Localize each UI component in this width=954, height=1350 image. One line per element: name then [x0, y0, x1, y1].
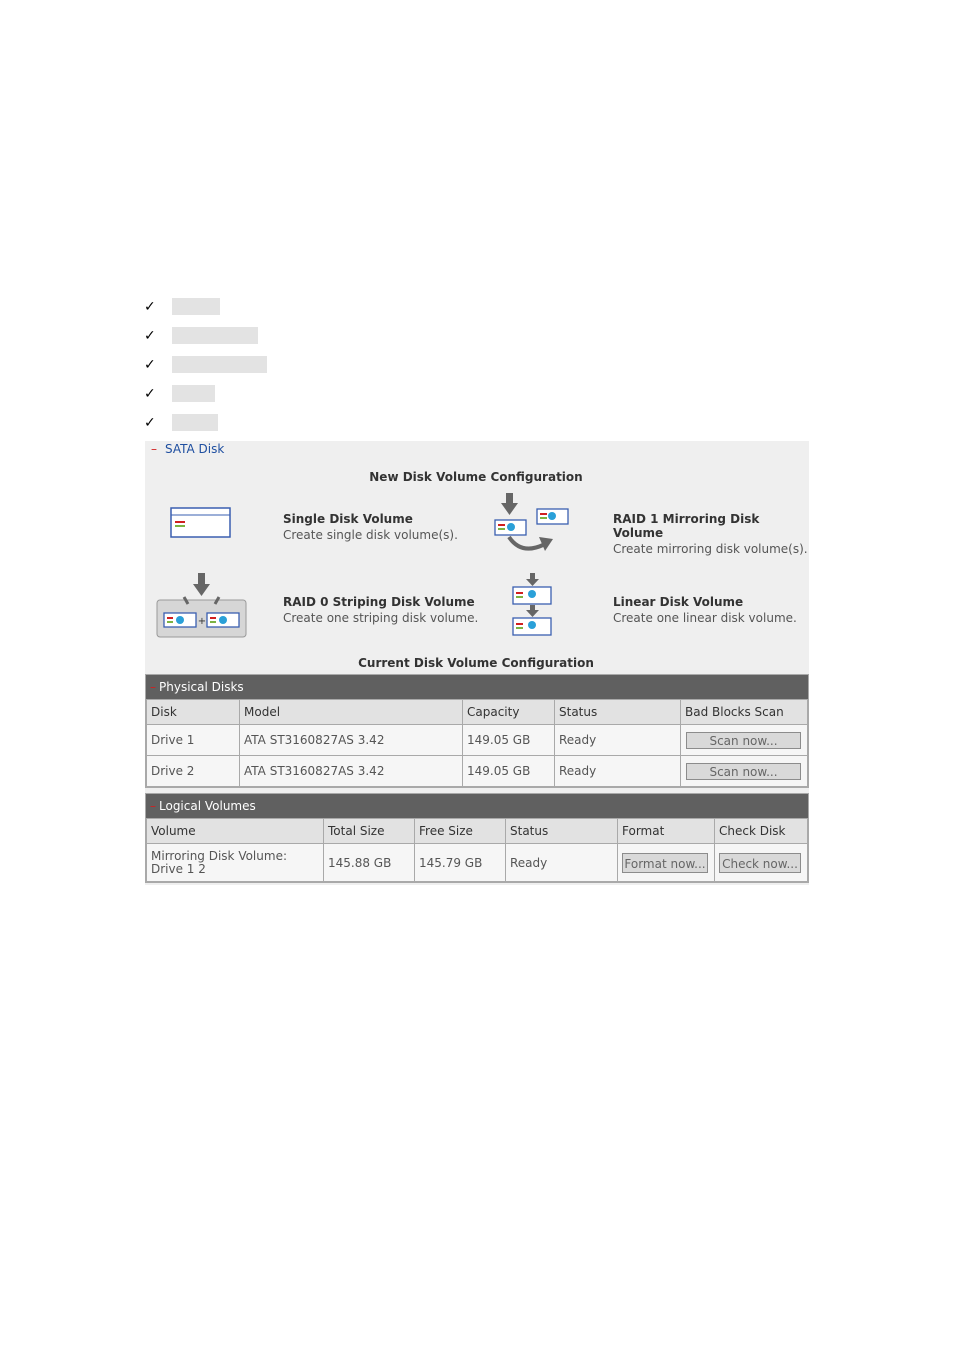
option-title[interactable]: RAID 1 Mirroring Disk Volume: [613, 512, 760, 540]
status-cell: Ready: [506, 844, 618, 882]
logical-volumes-table: [145, 793, 809, 883]
table-row: [147, 756, 808, 787]
column-header: Status: [506, 819, 618, 844]
checklist-item: [144, 350, 267, 379]
status-cell: Ready: [555, 725, 681, 756]
format-now-button[interactable]: Format now...: [622, 853, 708, 873]
capacity-cell: 149.05 GB: [463, 725, 555, 756]
scan-now-button[interactable]: Scan now...: [686, 732, 801, 749]
checklist-item: [144, 408, 267, 437]
feature-checklist: [144, 292, 267, 437]
redacted-text: [172, 385, 215, 402]
column-header: Capacity: [463, 700, 555, 725]
check-disk-cell: [715, 844, 808, 882]
option-title[interactable]: Single Disk Volume: [283, 512, 413, 526]
scan-cell: [681, 725, 808, 756]
collapse-icon[interactable]: –: [150, 799, 156, 813]
linear-disk-icon[interactable]: [511, 573, 555, 639]
volume-cell: Mirroring Disk Volume: Drive 1 2: [147, 844, 324, 882]
redacted-text: [172, 327, 258, 344]
column-header: Check Disk: [715, 819, 808, 844]
table-title: Physical Disks: [159, 680, 244, 694]
column-header: Total Size: [324, 819, 415, 844]
checklist-item: [144, 379, 267, 408]
total-size-cell: 145.88 GB: [324, 844, 415, 882]
column-header: Volume: [147, 819, 324, 844]
check-icon: ✓: [144, 414, 156, 431]
column-header: Model: [240, 700, 463, 725]
option-desc: Create single disk volume(s).: [283, 528, 458, 542]
linear-option[interactable]: [613, 595, 797, 625]
model-cell: ATA ST3160827AS 3.42: [240, 756, 463, 787]
redacted-text: [172, 356, 267, 373]
check-icon: ✓: [144, 327, 156, 344]
capacity-cell: 149.05 GB: [463, 756, 555, 787]
check-now-button[interactable]: Check now...: [719, 853, 801, 873]
option-desc: Create one striping disk volume.: [283, 611, 479, 625]
panel-header[interactable]: [151, 442, 224, 456]
column-header: Free Size: [415, 819, 506, 844]
table-header[interactable]: [146, 794, 808, 818]
collapse-icon[interactable]: –: [151, 442, 157, 456]
disk-cell: Drive 1: [147, 725, 240, 756]
table-row: [147, 725, 808, 756]
check-icon: ✓: [144, 356, 156, 373]
checklist-item: [144, 321, 267, 350]
raid1-mirroring-icon[interactable]: [493, 493, 571, 555]
single-disk-option[interactable]: [283, 512, 458, 542]
table-header[interactable]: [146, 675, 808, 699]
current-config-title: Current Disk Volume Configuration: [358, 656, 594, 670]
collapse-icon[interactable]: –: [150, 680, 156, 694]
panel-title: SATA Disk: [165, 442, 225, 456]
scan-cell: [681, 756, 808, 787]
option-title[interactable]: Linear Disk Volume: [613, 595, 744, 609]
table-title: Logical Volumes: [159, 799, 256, 813]
redacted-text: [172, 298, 220, 315]
column-header: Disk: [147, 700, 240, 725]
new-config-title: New Disk Volume Configuration: [369, 470, 583, 484]
redacted-text: [172, 414, 218, 431]
scan-now-button[interactable]: Scan now...: [686, 763, 801, 780]
column-header: Format: [618, 819, 715, 844]
check-icon: ✓: [144, 298, 156, 315]
single-disk-icon[interactable]: [170, 507, 232, 539]
sata-disk-panel: [145, 441, 809, 885]
column-header: Bad Blocks Scan: [681, 700, 808, 725]
table-row: [147, 844, 808, 882]
physical-disks-table: [145, 674, 809, 788]
free-size-cell: 145.79 GB: [415, 844, 506, 882]
svg-text:+: +: [197, 616, 207, 627]
raid0-option[interactable]: [283, 595, 478, 625]
raid0-striping-icon[interactable]: [156, 573, 248, 639]
option-title[interactable]: RAID 0 Striping Disk Volume: [283, 595, 475, 609]
option-desc: Create mirroring disk volume(s).: [613, 542, 808, 556]
status-cell: Ready: [555, 756, 681, 787]
disk-cell: Drive 2: [147, 756, 240, 787]
raid1-option[interactable]: [613, 512, 809, 556]
model-cell: ATA ST3160827AS 3.42: [240, 725, 463, 756]
checklist-item: [144, 292, 267, 321]
option-desc: Create one linear disk volume.: [613, 611, 797, 625]
check-icon: ✓: [144, 385, 156, 402]
column-header: Status: [555, 700, 681, 725]
format-cell: [618, 844, 715, 882]
